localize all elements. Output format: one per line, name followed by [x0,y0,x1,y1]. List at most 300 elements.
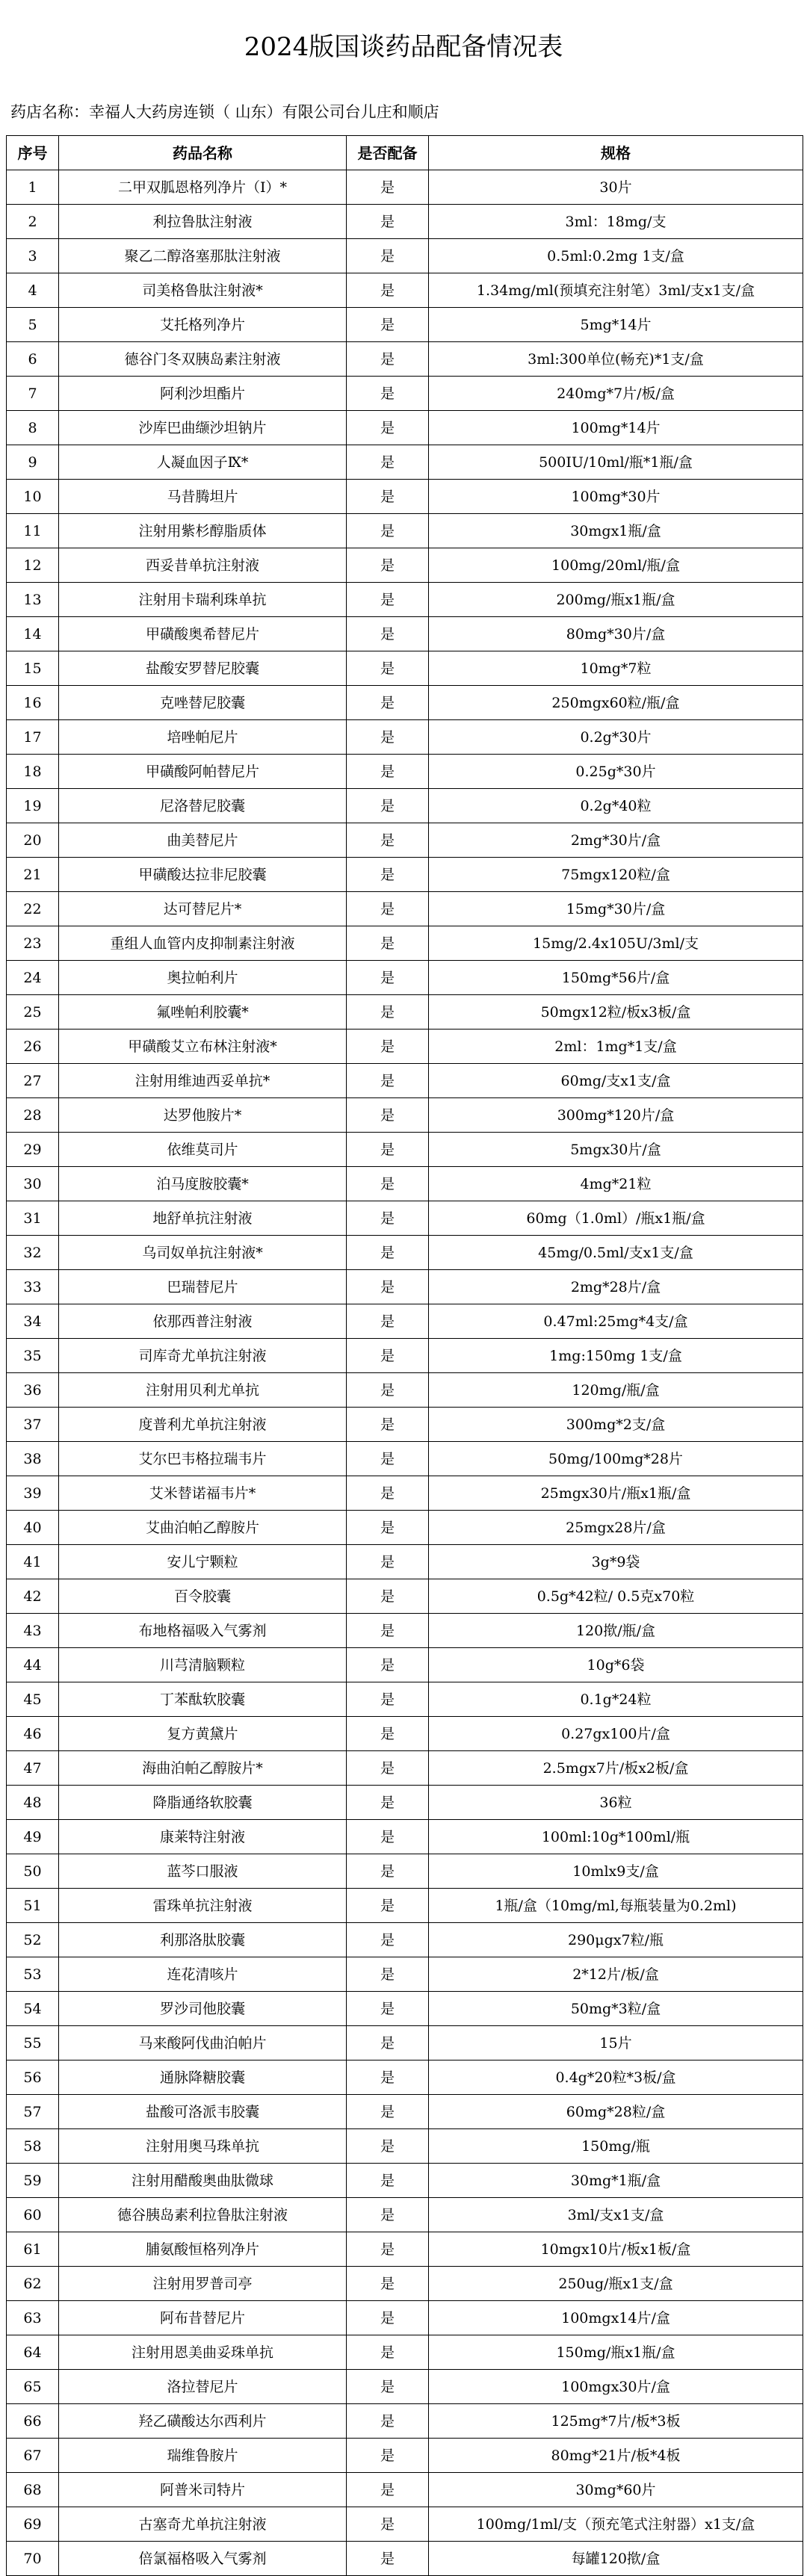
cell-spec: 120揿/瓶/盒 [429,1614,803,1648]
cell-available: 是 [347,2095,429,2129]
cell-spec: 15mg/2.4x105U/3ml/支 [429,926,803,961]
cell-no: 70 [7,2542,59,2576]
cell-drug-name: 注射用恩美曲妥珠单抗 [59,2335,347,2370]
cell-drug-name: 马来酸阿伐曲泊帕片 [59,2026,347,2061]
cell-spec: 60mg/支x1支/盒 [429,1064,803,1098]
cell-drug-name: 瑞维鲁胺片 [59,2439,347,2473]
table-row [7,1545,803,1579]
table-row [7,2198,803,2232]
cell-drug-name: 安儿宁颗粒 [59,1545,347,1579]
cell-spec: 0.27gx100片/盒 [429,1717,803,1751]
table-row [7,2164,803,2198]
table-row [7,2335,803,2370]
cell-no: 52 [7,1923,59,1957]
cell-drug-name: 阿布昔替尼片 [59,2301,347,2335]
cell-drug-name: 德谷胰岛素利拉鲁肽注射液 [59,2198,347,2232]
cell-drug-name: 克唑替尼胶囊 [59,686,347,720]
cell-drug-name: 西妥昔单抗注射液 [59,548,347,583]
cell-drug-name: 布地格福吸入气雾剂 [59,1614,347,1648]
cell-drug-name: 降脂通络软胶囊 [59,1786,347,1820]
cell-available: 是 [347,789,429,823]
cell-no: 49 [7,1820,59,1854]
cell-available: 是 [347,1511,429,1545]
cell-no: 47 [7,1751,59,1786]
table-row [7,2301,803,2335]
cell-available: 是 [347,583,429,617]
table-row [7,170,803,205]
cell-no: 22 [7,892,59,926]
cell-spec: 10mgx10片/板x1板/盒 [429,2232,803,2267]
cell-no: 51 [7,1889,59,1923]
cell-drug-name: 盐酸安罗替尼胶囊 [59,651,347,686]
cell-spec: 2mg*30片/盒 [429,823,803,858]
cell-available: 是 [347,1476,429,1511]
cell-no: 27 [7,1064,59,1098]
cell-spec: 80mg*21片/板*4板 [429,2439,803,2473]
table-row [7,823,803,858]
cell-drug-name: 甲磺酸阿帕替尼片 [59,755,347,789]
cell-no: 50 [7,1854,59,1889]
cell-drug-name: 百令胶囊 [59,1579,347,1614]
cell-spec: 30mg*60片 [429,2473,803,2507]
cell-no: 13 [7,583,59,617]
cell-spec: 36粒 [429,1786,803,1820]
cell-drug-name: 沙库巴曲缬沙坦钠片 [59,411,347,445]
cell-no: 40 [7,1511,59,1545]
cell-no: 60 [7,2198,59,2232]
cell-drug-name: 艾托格列净片 [59,308,347,342]
cell-drug-name: 甲磺酸奥希替尼片 [59,617,347,651]
cell-spec: 0.2g*40粒 [429,789,803,823]
cell-spec: 3g*9袋 [429,1545,803,1579]
cell-drug-name: 马昔腾坦片 [59,480,347,514]
cell-drug-name: 利拉鲁肽注射液 [59,205,347,239]
table-row [7,1614,803,1648]
cell-drug-name: 阿普米司特片 [59,2473,347,2507]
cell-no: 58 [7,2129,59,2164]
cell-drug-name: 羟乙磺酸达尔西利片 [59,2404,347,2439]
cell-no: 7 [7,377,59,411]
cell-drug-name: 泊马度胺胶囊* [59,1167,347,1201]
cell-available: 是 [347,1614,429,1648]
cell-spec: 100mg/1ml/支（预充笔式注射器）x1支/盒 [429,2507,803,2542]
cell-available: 是 [347,411,429,445]
cell-no: 62 [7,2267,59,2301]
cell-available: 是 [347,1579,429,1614]
cell-available: 是 [347,755,429,789]
header-available: 是否配备 [347,136,429,170]
cell-available: 是 [347,1339,429,1373]
cell-spec: 125mg*7片/板*3板 [429,2404,803,2439]
cell-spec: 0.47ml:25mg*4支/盒 [429,1304,803,1339]
cell-spec: 0.1g*24粒 [429,1682,803,1717]
cell-drug-name: 氟唑帕利胶囊* [59,995,347,1030]
table-row [7,1717,803,1751]
table-row [7,239,803,273]
cell-drug-name: 注射用维迪西妥单抗* [59,1064,347,1098]
cell-no: 57 [7,2095,59,2129]
cell-no: 68 [7,2473,59,2507]
table-row [7,205,803,239]
cell-available: 是 [347,1682,429,1717]
table-row [7,1889,803,1923]
cell-drug-name: 注射用奥马珠单抗 [59,2129,347,2164]
cell-available: 是 [347,480,429,514]
cell-spec: 240mg*7片/板/盒 [429,377,803,411]
page-title: 2024版国谈药品配备情况表 [244,31,563,62]
cell-drug-name: 脯氨酸恒格列净片 [59,2232,347,2267]
cell-spec: 4mg*21粒 [429,1167,803,1201]
cell-no: 31 [7,1201,59,1236]
table-row [7,273,803,308]
cell-spec: 25mgx28片/盒 [429,1511,803,1545]
cell-no: 25 [7,995,59,1030]
cell-drug-name: 德谷门冬双胰岛素注射液 [59,342,347,377]
cell-drug-name: 盐酸可洛派韦胶囊 [59,2095,347,2129]
cell-drug-name: 阿利沙坦酯片 [59,377,347,411]
cell-drug-name: 依那西普注射液 [59,1304,347,1339]
cell-available: 是 [347,514,429,548]
table-row [7,1786,803,1820]
cell-no: 33 [7,1270,59,1304]
cell-spec: 150mg/瓶x1瓶/盒 [429,2335,803,2370]
table-row [7,514,803,548]
cell-spec: 1瓶/盒（10mg/ml,每瓶装量为0.2ml) [429,1889,803,1923]
table-row [7,1167,803,1201]
cell-available: 是 [347,686,429,720]
table-row [7,1751,803,1786]
table-row [7,2507,803,2542]
cell-drug-name: 罗沙司他胶囊 [59,1992,347,2026]
cell-available: 是 [347,1442,429,1476]
cell-available: 是 [347,2129,429,2164]
cell-drug-name: 培唑帕尼片 [59,720,347,755]
table-row [7,342,803,377]
cell-available: 是 [347,651,429,686]
table-row [7,1476,803,1511]
cell-available: 是 [347,239,429,273]
cell-no: 55 [7,2026,59,2061]
cell-available: 是 [347,2164,429,2198]
cell-drug-name: 注射用卡瑞利珠单抗 [59,583,347,617]
cell-spec: 50mg*3粒/盒 [429,1992,803,2026]
cell-available: 是 [347,1201,429,1236]
cell-available: 是 [347,1854,429,1889]
cell-available: 是 [347,1957,429,1992]
cell-no: 16 [7,686,59,720]
table-row [7,1373,803,1408]
table-row [7,1339,803,1373]
cell-drug-name: 司库奇尤单抗注射液 [59,1339,347,1373]
cell-available: 是 [347,1373,429,1408]
cell-no: 61 [7,2232,59,2267]
cell-no: 24 [7,961,59,995]
cell-no: 36 [7,1373,59,1408]
table-row [7,1820,803,1854]
cell-available: 是 [347,2198,429,2232]
cell-no: 15 [7,651,59,686]
cell-spec: 100mg*14片 [429,411,803,445]
table-row [7,2267,803,2301]
table-row [7,445,803,480]
cell-available: 是 [347,205,429,239]
cell-available: 是 [347,1167,429,1201]
cell-spec: 300mg*2支/盒 [429,1408,803,1442]
cell-spec: 2ml：1mg*1支/盒 [429,1030,803,1064]
cell-drug-name: 康莱特注射液 [59,1820,347,1854]
cell-available: 是 [347,2232,429,2267]
cell-no: 66 [7,2404,59,2439]
cell-drug-name: 人凝血因子Ⅸ* [59,445,347,480]
cell-drug-name: 复方黄黛片 [59,1717,347,1751]
cell-no: 56 [7,2061,59,2095]
cell-available: 是 [347,2026,429,2061]
cell-spec: 0.4g*20粒*3板/盒 [429,2061,803,2095]
cell-drug-name: 蓝芩口服液 [59,1854,347,1889]
table-row [7,1579,803,1614]
cell-available: 是 [347,273,429,308]
cell-no: 35 [7,1339,59,1373]
cell-spec: 15片 [429,2026,803,2061]
cell-available: 是 [347,926,429,961]
cell-no: 8 [7,411,59,445]
cell-spec: 0.2g*30片 [429,720,803,755]
table-row [7,377,803,411]
cell-no: 14 [7,617,59,651]
cell-drug-name: 依维莫司片 [59,1133,347,1167]
cell-no: 42 [7,1579,59,1614]
cell-drug-name: 奥拉帕利片 [59,961,347,995]
cell-spec: 50mgx12粒/板x3板/盒 [429,995,803,1030]
cell-available: 是 [347,1133,429,1167]
table-row [7,1236,803,1270]
table-row [7,2129,803,2164]
table-row [7,755,803,789]
cell-no: 4 [7,273,59,308]
cell-available: 是 [347,2267,429,2301]
header-spec: 规格 [429,136,803,170]
cell-available: 是 [347,2061,429,2095]
table-row [7,2473,803,2507]
table-row [7,2439,803,2473]
cell-spec: 100mg/20ml/瓶/盒 [429,548,803,583]
table-row [7,1030,803,1064]
cell-drug-name: 倍氯福格吸入气雾剂 [59,2542,347,2576]
cell-available: 是 [347,858,429,892]
table-body [7,170,803,2576]
cell-available: 是 [347,548,429,583]
cell-spec: 2.5mgx7片/板x2板/盒 [429,1751,803,1786]
table-row [7,1304,803,1339]
cell-spec: 300mg*120片/盒 [429,1098,803,1133]
cell-drug-name: 艾尔巴韦格拉瑞韦片 [59,1442,347,1476]
cell-available: 是 [347,720,429,755]
cell-spec: 290μgx7粒/瓶 [429,1923,803,1957]
cell-spec: 3ml/支x1支/盒 [429,2198,803,2232]
cell-available: 是 [347,1923,429,1957]
cell-available: 是 [347,1408,429,1442]
cell-no: 45 [7,1682,59,1717]
cell-drug-name: 古塞奇尤单抗注射液 [59,2507,347,2542]
cell-no: 10 [7,480,59,514]
table-row [7,1682,803,1717]
cell-no: 59 [7,2164,59,2198]
cell-spec: 50mg/100mg*28片 [429,1442,803,1476]
cell-spec: 250ug/瓶x1支/盒 [429,2267,803,2301]
cell-available: 是 [347,1030,429,1064]
cell-spec: 5mgx30片/盒 [429,1133,803,1167]
cell-no: 5 [7,308,59,342]
cell-spec: 250mgx60粒/瓶/盒 [429,686,803,720]
cell-no: 38 [7,1442,59,1476]
cell-spec: 1mg:150mg 1支/盒 [429,1339,803,1373]
cell-no: 34 [7,1304,59,1339]
cell-no: 9 [7,445,59,480]
cell-available: 是 [347,1889,429,1923]
cell-spec: 1.34mg/ml(预填充注射笔）3ml/支x1支/盒 [429,273,803,308]
cell-available: 是 [347,2507,429,2542]
cell-spec: 2mg*28片/盒 [429,1270,803,1304]
cell-available: 是 [347,823,429,858]
cell-drug-name: 曲美替尼片 [59,823,347,858]
header-no: 序号 [7,136,59,170]
cell-spec: 10mg*7粒 [429,651,803,686]
cell-drug-name: 聚乙二醇洛塞那肽注射液 [59,239,347,273]
cell-no: 6 [7,342,59,377]
cell-no: 11 [7,514,59,548]
cell-available: 是 [347,2404,429,2439]
table-row [7,995,803,1030]
cell-available: 是 [347,308,429,342]
table-row [7,720,803,755]
table-row [7,1064,803,1098]
cell-spec: 0.25g*30片 [429,755,803,789]
table-row [7,617,803,651]
cell-drug-name: 重组人血管内皮抑制素注射液 [59,926,347,961]
cell-available: 是 [347,2370,429,2404]
cell-no: 46 [7,1717,59,1751]
cell-spec: 75mgx120粒/盒 [429,858,803,892]
table-row [7,1098,803,1133]
cell-drug-name: 注射用紫杉醇脂质体 [59,514,347,548]
cell-no: 43 [7,1614,59,1648]
table-row [7,2232,803,2267]
table-row [7,583,803,617]
table-row [7,686,803,720]
cell-drug-name: 丁苯酞软胶囊 [59,1682,347,1717]
cell-available: 是 [347,1648,429,1682]
cell-available: 是 [347,1064,429,1098]
cell-no: 41 [7,1545,59,1579]
cell-available: 是 [347,2301,429,2335]
cell-drug-name: 甲磺酸艾立布林注射液* [59,1030,347,1064]
cell-spec: 150mg/瓶 [429,2129,803,2164]
cell-spec: 100mgx30片/盒 [429,2370,803,2404]
table-row [7,548,803,583]
table-row [7,961,803,995]
cell-available: 是 [347,2439,429,2473]
table-row [7,1957,803,1992]
table-row [7,2061,803,2095]
cell-spec: 3ml：18mg/支 [429,205,803,239]
table-row [7,1992,803,2026]
table-row [7,1270,803,1304]
cell-no: 65 [7,2370,59,2404]
table-row [7,2370,803,2404]
cell-no: 30 [7,1167,59,1201]
cell-available: 是 [347,892,429,926]
table-row [7,926,803,961]
cell-no: 12 [7,548,59,583]
cell-no: 23 [7,926,59,961]
cell-no: 63 [7,2301,59,2335]
table-row [7,1854,803,1889]
table-row [7,1201,803,1236]
cell-available: 是 [347,1992,429,2026]
cell-no: 53 [7,1957,59,1992]
cell-no: 21 [7,858,59,892]
cell-spec: 100mgx14片/盒 [429,2301,803,2335]
cell-drug-name: 司美格鲁肽注射液* [59,273,347,308]
cell-no: 48 [7,1786,59,1820]
cell-drug-name: 利那洛肽胶囊 [59,1923,347,1957]
table-header-row [7,136,803,170]
cell-drug-name: 甲磺酸达拉非尼胶囊 [59,858,347,892]
cell-spec: 0.5ml:0.2mg 1支/盒 [429,239,803,273]
table-row [7,2026,803,2061]
cell-spec: 45mg/0.5ml/支x1支/盒 [429,1236,803,1270]
cell-spec: 100mg*30片 [429,480,803,514]
table-row [7,1923,803,1957]
cell-available: 是 [347,2542,429,2576]
cell-available: 是 [347,342,429,377]
cell-no: 20 [7,823,59,858]
table-row [7,789,803,823]
drug-table [6,135,803,2576]
table-row [7,1133,803,1167]
cell-available: 是 [347,1545,429,1579]
header-name: 药品名称 [59,136,347,170]
cell-drug-name: 川芎清脑颗粒 [59,1648,347,1682]
cell-available: 是 [347,1304,429,1339]
cell-available: 是 [347,1751,429,1786]
cell-spec: 120mg/瓶/盒 [429,1373,803,1408]
cell-drug-name: 通脉降糖胶囊 [59,2061,347,2095]
cell-spec: 5mg*14片 [429,308,803,342]
cell-no: 1 [7,170,59,205]
cell-available: 是 [347,1786,429,1820]
cell-no: 44 [7,1648,59,1682]
cell-spec: 10mlx9支/盒 [429,1854,803,1889]
cell-drug-name: 达可替尼片* [59,892,347,926]
cell-available: 是 [347,961,429,995]
cell-spec: 60mg*28粒/盒 [429,2095,803,2129]
table-row [7,308,803,342]
table-row [7,651,803,686]
cell-available: 是 [347,170,429,205]
cell-no: 39 [7,1476,59,1511]
cell-spec: 10g*6袋 [429,1648,803,1682]
cell-drug-name: 巴瑞替尼片 [59,1270,347,1304]
cell-drug-name: 洛拉替尼片 [59,2370,347,2404]
cell-spec: 3ml:300单位(畅充)*1支/盒 [429,342,803,377]
cell-available: 是 [347,1236,429,1270]
cell-spec: 30mgx1瓶/盒 [429,514,803,548]
table-row [7,1408,803,1442]
cell-drug-name: 艾米替诺福韦片* [59,1476,347,1511]
cell-drug-name: 注射用醋酸奥曲肽微球 [59,2164,347,2198]
table-row [7,2404,803,2439]
